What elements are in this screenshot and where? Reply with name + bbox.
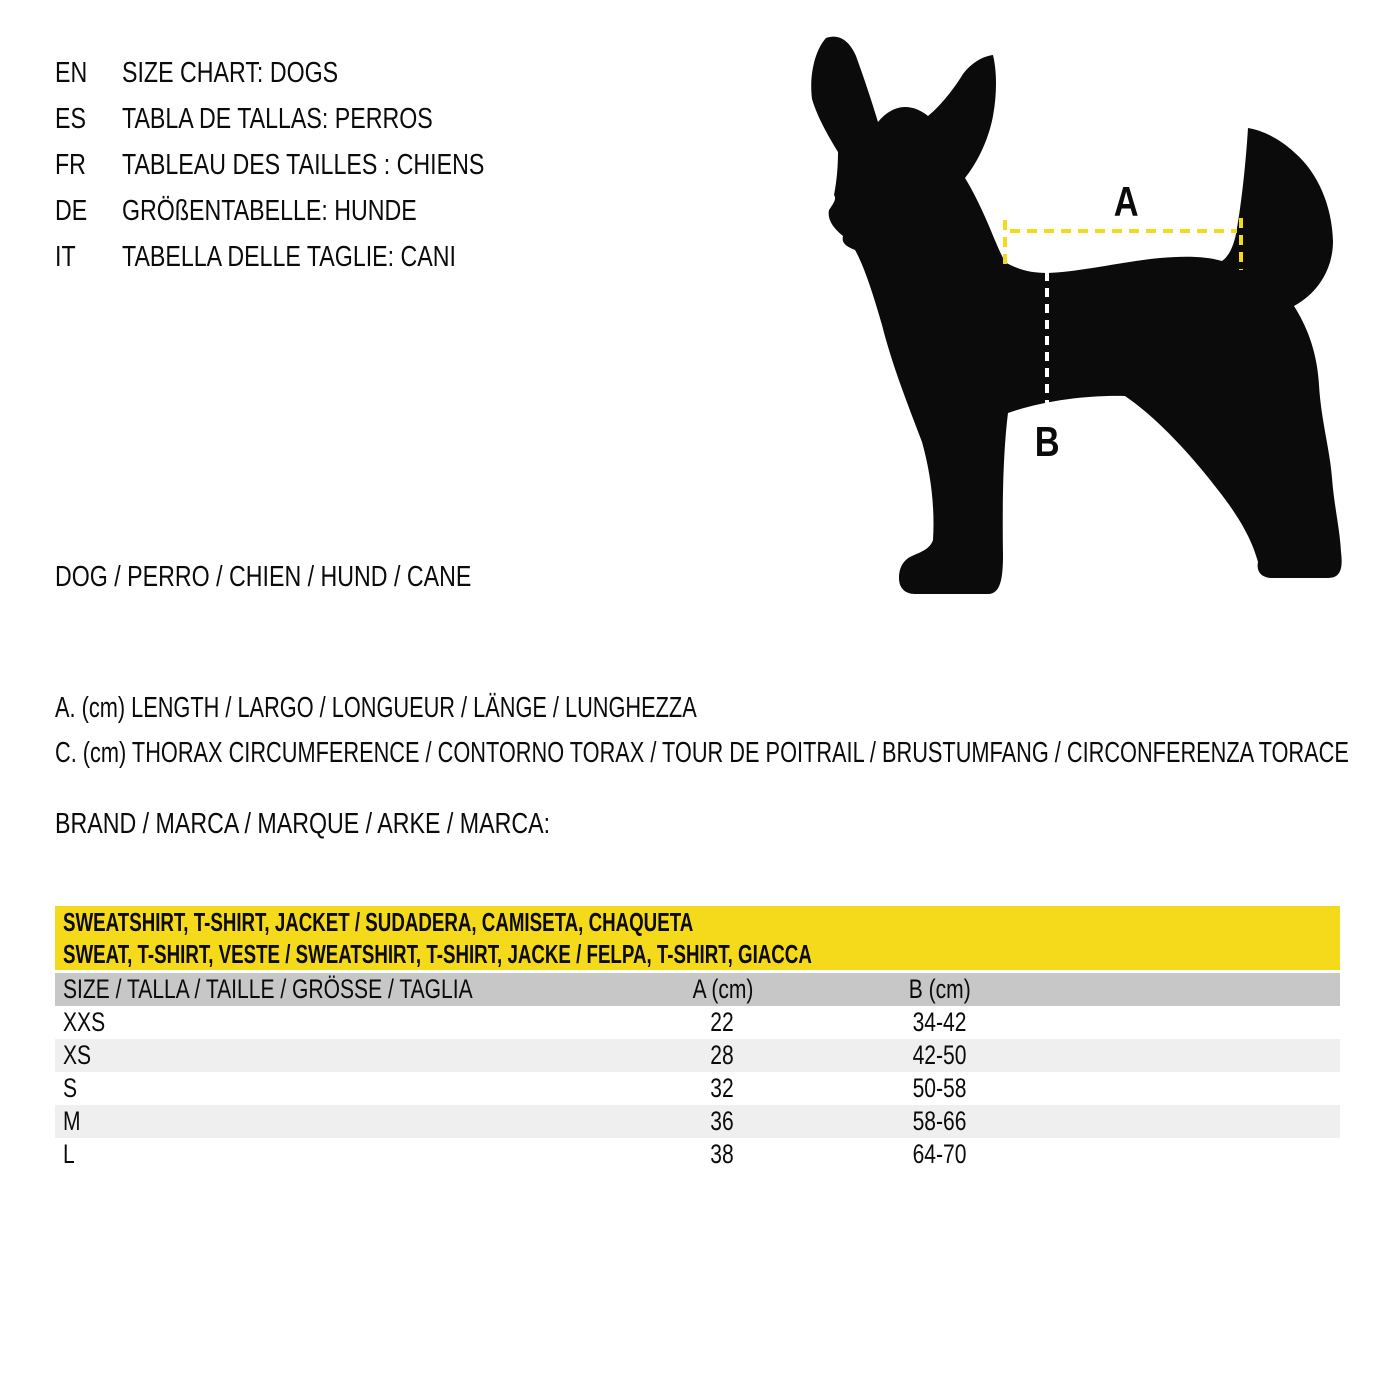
brand-label: BRAND / MARCA / MARQUE / ARKE / MARCA: [55, 808, 551, 840]
column-header-a: A (cm) [692, 974, 753, 1004]
animal-label: DOG / PERRO / CHIEN / HUND / CANE [55, 561, 472, 593]
cell-a: 28 [710, 1040, 735, 1070]
chart-title: TABLA DE TALLAS: PERROS [122, 103, 433, 135]
table-row [55, 1006, 1340, 1039]
chart-title: TABELLA DELLE TAGLIE: CANI [122, 241, 456, 273]
cell-b: 34-42 [913, 1007, 967, 1037]
cell-a: 32 [710, 1073, 735, 1103]
measurement-legend [55, 686, 1400, 776]
size-table-header-row [55, 973, 1340, 1006]
measurement-label-b: B [1034, 418, 1060, 465]
cell-b: 58-66 [913, 1106, 967, 1136]
language-code: FR [55, 149, 86, 181]
cell-a: 36 [710, 1106, 735, 1136]
column-header-size: SIZE / TALLA / TAILLE / GRÖSSE / TAGLIA [63, 974, 473, 1004]
cell-a: 38 [710, 1139, 735, 1169]
measurement-legend-a: A. (cm) LENGTH / LARGO / LONGUEUR / LÄNGE / LUNGHEZZA [55, 692, 697, 724]
table-row [55, 1039, 1340, 1072]
cell-a: 22 [710, 1007, 735, 1037]
cell-b: 64-70 [913, 1139, 967, 1169]
language-code: EN [55, 57, 88, 89]
dog-silhouette [811, 37, 1341, 594]
size-table-title-line2: SWEAT, T-SHIRT, VESTE / SWEATSHIRT, T-SHIRT, JACKE / FELPA, T-SHIRT, GIACCA [63, 939, 812, 969]
language-code: IT [55, 241, 76, 273]
language-code: DE [55, 195, 88, 227]
chart-title: TABLEAU DES TAILLES : CHIENS [122, 149, 485, 181]
table-row [55, 1105, 1340, 1138]
cell-size: L [63, 1139, 75, 1169]
cell-size: S [63, 1073, 78, 1103]
table-row [55, 1072, 1340, 1105]
cell-size: XS [63, 1040, 92, 1070]
cell-b: 42-50 [913, 1040, 967, 1070]
column-header-b: B (cm) [908, 974, 971, 1004]
size-table-title-line1: SWEATSHIRT, T-SHIRT, JACKET / SUDADERA, CAMISETA, CHAQUETA [63, 907, 694, 937]
cell-b: 50-58 [913, 1073, 967, 1103]
language-code: ES [55, 103, 86, 135]
measurement-label-a: A [1113, 178, 1139, 225]
size-table-title-band [55, 906, 1340, 970]
chart-title: GRÖßENTABELLE: HUNDE [122, 195, 417, 227]
measurement-legend-c: C. (cm) THORAX CIRCUMFERENCE / CONTORNO TORAX / TOUR DE POITRAIL / BRUSTUMFANG / CIRCONFERENZA TORACE [55, 737, 1349, 769]
cell-size: XXS [63, 1007, 106, 1037]
cell-size: M [63, 1106, 81, 1136]
table-row [55, 1138, 1340, 1171]
chart-title: SIZE CHART: DOGS [122, 57, 339, 89]
size-table [55, 906, 1340, 1171]
